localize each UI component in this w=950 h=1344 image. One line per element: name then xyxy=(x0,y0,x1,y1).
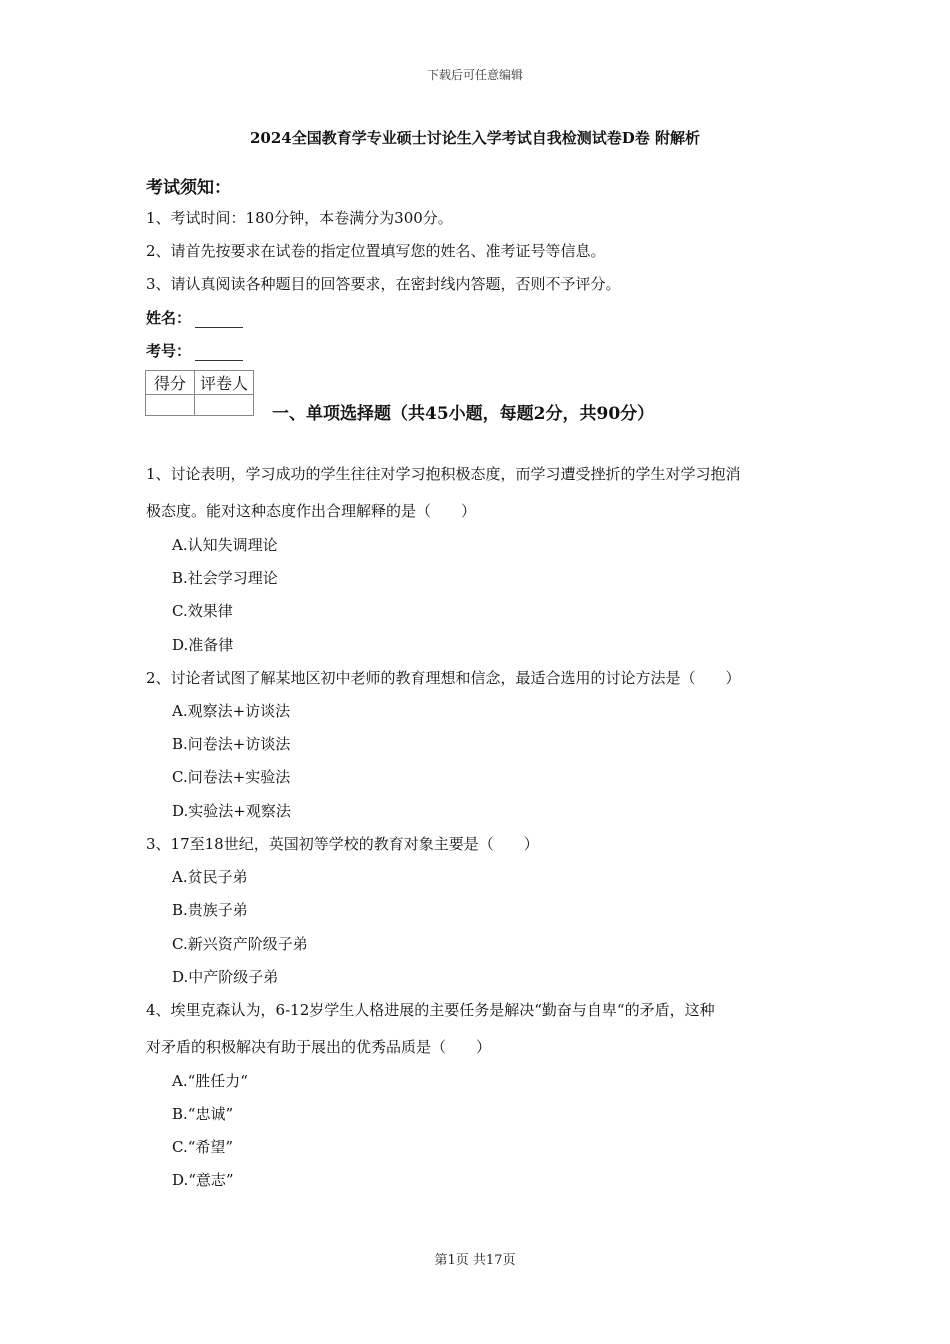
name-blank[interactable] xyxy=(195,313,243,328)
question-stem: 4、埃里克森认为，6-12岁学生人格进展的主要任务是解决“勤奋与自卑“的矛盾，这种 xyxy=(146,1001,715,1019)
notice-item: 2、请首先按要求在试卷的指定位置填写您的姓名、准考证号等信息。 xyxy=(146,242,606,260)
answer-option[interactable]: A.贫民子弟 xyxy=(172,868,248,886)
answer-option[interactable]: D.准备律 xyxy=(172,636,234,654)
grader-cell[interactable] xyxy=(195,395,254,416)
score-cell[interactable] xyxy=(146,395,195,416)
question-stem: 对矛盾的积极解决有助于展出的优秀品质是（ ） xyxy=(146,1038,492,1056)
id-label: 考号： xyxy=(146,342,192,360)
answer-option[interactable]: D.实验法+观察法 xyxy=(172,802,291,820)
notice-item: 3、请认真阅读各种题目的回答要求，在密封线内答题，否则不予评分。 xyxy=(146,275,621,293)
answer-option[interactable]: C.新兴资产阶级子弟 xyxy=(172,935,308,953)
answer-option[interactable]: B.“忠诚” xyxy=(172,1105,234,1123)
answer-option[interactable]: B.贵族子弟 xyxy=(172,901,248,919)
answer-option[interactable]: D.中产阶级子弟 xyxy=(172,968,279,986)
question-stem: 极态度。能对这种态度作出合理解释的是（ ） xyxy=(146,502,477,520)
answer-option[interactable]: A.观察法+访谈法 xyxy=(172,702,291,720)
answer-option[interactable]: A.认知失调理论 xyxy=(172,536,278,554)
answer-option[interactable]: C.问卷法+实验法 xyxy=(172,768,291,786)
grader-header: 评卷人 xyxy=(195,371,254,395)
header-note: 下载后可任意编辑 xyxy=(426,68,523,82)
name-label: 姓名： xyxy=(146,309,192,327)
answer-option[interactable]: C.“希望” xyxy=(172,1138,234,1156)
id-blank[interactable] xyxy=(195,346,243,361)
answer-option[interactable]: A.“胜任力“ xyxy=(172,1072,248,1090)
document-title: 2024全国教育学专业硕士讨论生入学考试自我检测试卷D卷 附解析 xyxy=(250,129,700,147)
answer-option[interactable]: B.问卷法+访谈法 xyxy=(172,735,291,753)
page-footer: 第1页 共17页 xyxy=(434,1253,516,1268)
section-title: 一、单项选择题（共45小题，每题2分，共90分） xyxy=(272,404,655,424)
name-field xyxy=(146,307,243,328)
answer-option[interactable]: D.“意志” xyxy=(172,1171,234,1189)
question-stem: 1、讨论表明，学习成功的学生往往对学习抱积极态度，而学习遭受挫折的学生对学习抱消 xyxy=(146,465,741,483)
answer-option[interactable]: C.效果律 xyxy=(172,602,233,620)
notice-heading: 考试须知： xyxy=(146,178,231,198)
score-header: 得分 xyxy=(146,371,195,395)
question-stem: 3、17至18世纪，英国初等学校的教育对象主要是（ ） xyxy=(146,835,539,853)
answer-option[interactable]: B.社会学习理论 xyxy=(172,569,278,587)
id-field xyxy=(146,340,243,361)
question-stem: 2、讨论者试图了解某地区初中老师的教育理想和信念，最适合选用的讨论方法是（ ） xyxy=(146,669,741,687)
notice-item: 1、考试时间：180分钟，本卷满分为300分。 xyxy=(146,209,453,227)
score-table xyxy=(145,370,254,416)
